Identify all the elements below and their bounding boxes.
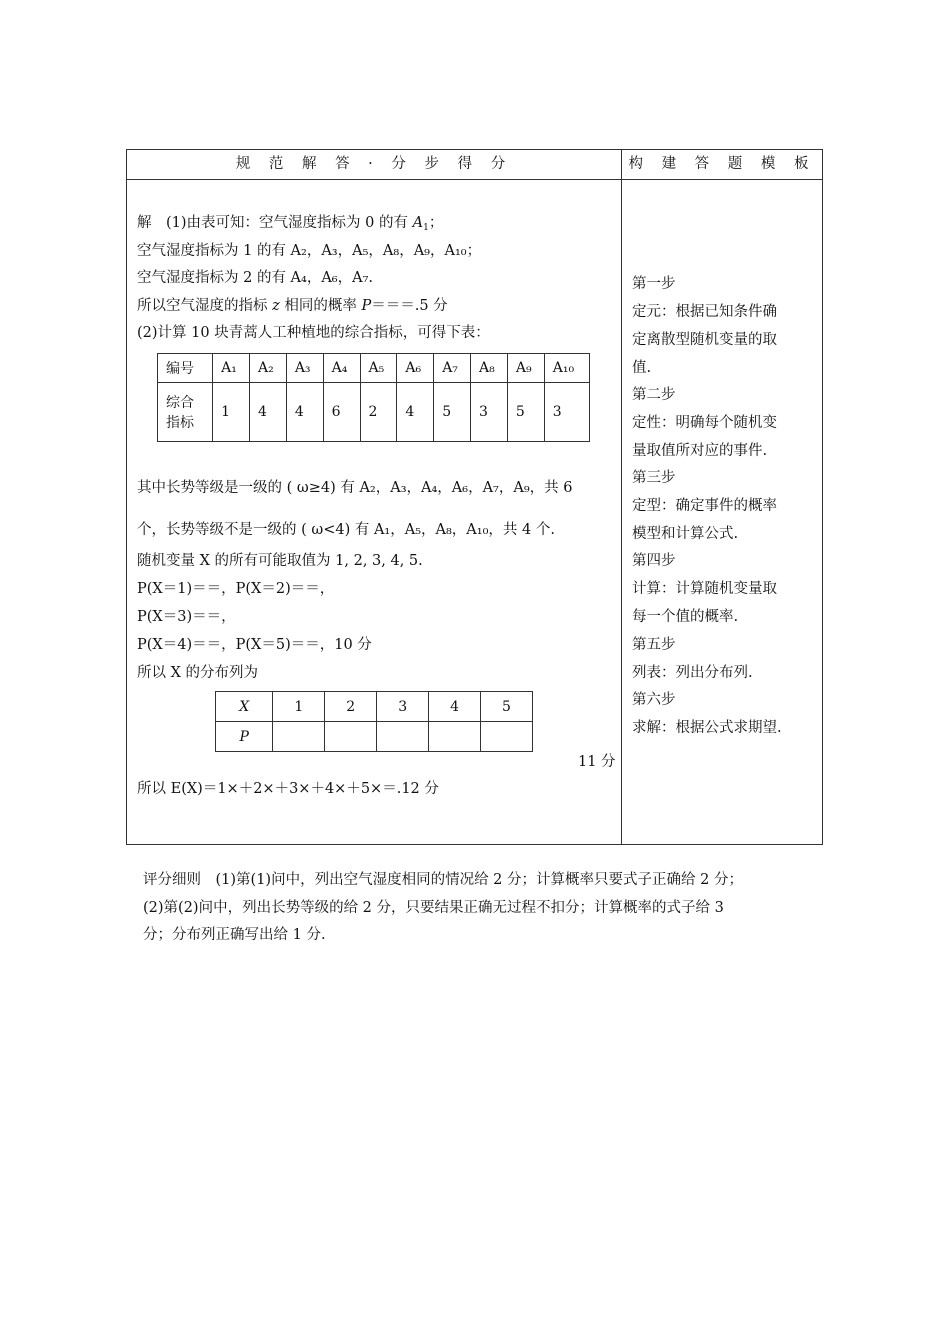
solution-line-1: 解 (1)由表可知：空气湿度指标为 0 的有 $A_1$；: [137, 215, 444, 233]
template-step-3-title: 第三步: [632, 470, 676, 486]
table1-value: 2: [360, 383, 397, 442]
solution-line-12: 所以 X 的分布列为: [137, 665, 259, 681]
solution-line-14: 所以 E(X)＝1×＋2×＋3×＋4×＋5×＝.12 分: [137, 781, 439, 797]
template-step-4-title: 第四步: [632, 553, 676, 569]
table2-x-value: 5: [481, 692, 533, 722]
template-step-2-title: 第二步: [632, 387, 676, 403]
table1-plot: A₈: [471, 354, 508, 383]
table2-x-value: 2: [325, 692, 377, 722]
solution-line-2: 空气湿度指标为 1 的有 A₂，A₃，A₅，A₈，A₉，A₁₀；: [137, 243, 482, 259]
table2-x-value: 4: [429, 692, 481, 722]
template-step-1-text: 定元：根据已知条件确: [632, 304, 777, 320]
header-answer-template: 构 建 答 题 模 板: [628, 156, 816, 172]
table1-plot: A₅: [360, 354, 397, 383]
table1-value: 5: [507, 383, 544, 442]
solution-line-6: 其中长势等级是一级的 ( ω≥4) 有 A₂，A₃，A₄，A₆，A₇，A₉，共 6: [137, 480, 573, 496]
solution-line-5: (2)计算 10 块青蒿人工种植地的综合指标，可得下表：: [137, 325, 490, 341]
template-step-1-text: 定离散型随机变量的取: [632, 332, 777, 348]
table1-plot: A₁: [213, 354, 250, 383]
table1-value: 6: [323, 383, 360, 442]
solution-line-7: 个，长势等级不是一级的 ( ω<4) 有 A₁，A₅，A₈，A₁₀，共 4 个.: [137, 522, 555, 538]
table1-plot: A₇: [434, 354, 471, 383]
table2-x-value: 3: [377, 692, 429, 722]
table1-value: 5: [434, 383, 471, 442]
grading-note-line-1: 评分细则 (1)第(1)问中，列出空气湿度相同的情况给 2 分；计算概率只要式子正确给 2 分；: [143, 872, 743, 888]
template-step-2-text: 量取值所对应的事件.: [632, 443, 768, 459]
table1-value: 3: [471, 383, 508, 442]
table1-value: 3: [544, 383, 589, 442]
grading-note-line-2: (2)第(2)问中，列出长势等级的给 2 分，只要结果正确无过程不扣分；计算概率的式子给 3: [143, 900, 724, 916]
solution-line-8: 随机变量 X 的所有可能取值为 1, 2, 3, 4, 5.: [137, 553, 423, 569]
table1-plot: A₉: [507, 354, 544, 383]
solution-line-4: 所以空气湿度的指标 z 相同的概率 P＝＝＝.5 分: [137, 298, 448, 314]
table1-plot: A₃: [286, 354, 323, 383]
table1-plot: A₂: [249, 354, 286, 383]
template-step-1-title: 第一步: [632, 276, 676, 292]
solution-line-3: 空气湿度指标为 2 的有 A₄，A₆，A₇.: [137, 270, 374, 286]
table2-x-value: 1: [273, 692, 325, 722]
solution-line-9: P(X＝1)＝＝，P(X＝2)＝＝，: [137, 581, 335, 597]
table2-p-cell: [325, 722, 377, 752]
table2-p-cell: [429, 722, 481, 752]
table1-plot: A₆: [397, 354, 434, 383]
solution-line-11: P(X＝4)＝＝，P(X＝5)＝＝，10 分: [137, 637, 372, 653]
template-step-3-text: 模型和计算公式.: [632, 526, 739, 542]
header-divider: [126, 179, 823, 180]
table2-x-label: X: [216, 692, 273, 722]
template-step-6-title: 第六步: [632, 692, 676, 708]
table1-plot: A₁₀: [544, 354, 589, 383]
template-step-3-text: 定型：确定事件的概率: [632, 498, 777, 514]
table1-index-label: 综合 指标: [158, 383, 213, 442]
solution-line-10: P(X＝3)＝＝，: [137, 609, 236, 625]
template-step-5-text: 列表：列出分布列.: [632, 665, 753, 681]
template-step-2-text: 定性：明确每个随机变: [632, 415, 777, 431]
template-step-4-text: 每一个值的概率.: [632, 609, 739, 625]
template-step-1-text: 值.: [632, 360, 652, 376]
template-step-5-title: 第五步: [632, 637, 676, 653]
table2-p-cell: [481, 722, 533, 752]
table1-value: 4: [397, 383, 434, 442]
table1-value: 4: [286, 383, 323, 442]
composite-index-table: [157, 353, 590, 442]
column-divider: [621, 149, 622, 845]
table2-p-cell: [377, 722, 429, 752]
template-step-4-text: 计算：计算随机变量取: [632, 581, 777, 597]
template-step-6-text: 求解：根据公式求期望.: [632, 720, 782, 736]
header-standard-solution: 规 范 解 答 · 分 步 得 分: [235, 156, 513, 172]
table1-value: 4: [249, 383, 286, 442]
table2-p-label: P: [216, 722, 273, 752]
table1-plot: A₄: [323, 354, 360, 383]
table2-p-cell: [273, 722, 325, 752]
distribution-table: [215, 691, 533, 752]
grading-note-line-3: 分；分布列正确写出给 1 分.: [143, 927, 326, 943]
solution-score-11: 11 分: [578, 754, 616, 770]
table1-header-label: 编号: [158, 354, 213, 383]
table1-value: 1: [213, 383, 250, 442]
